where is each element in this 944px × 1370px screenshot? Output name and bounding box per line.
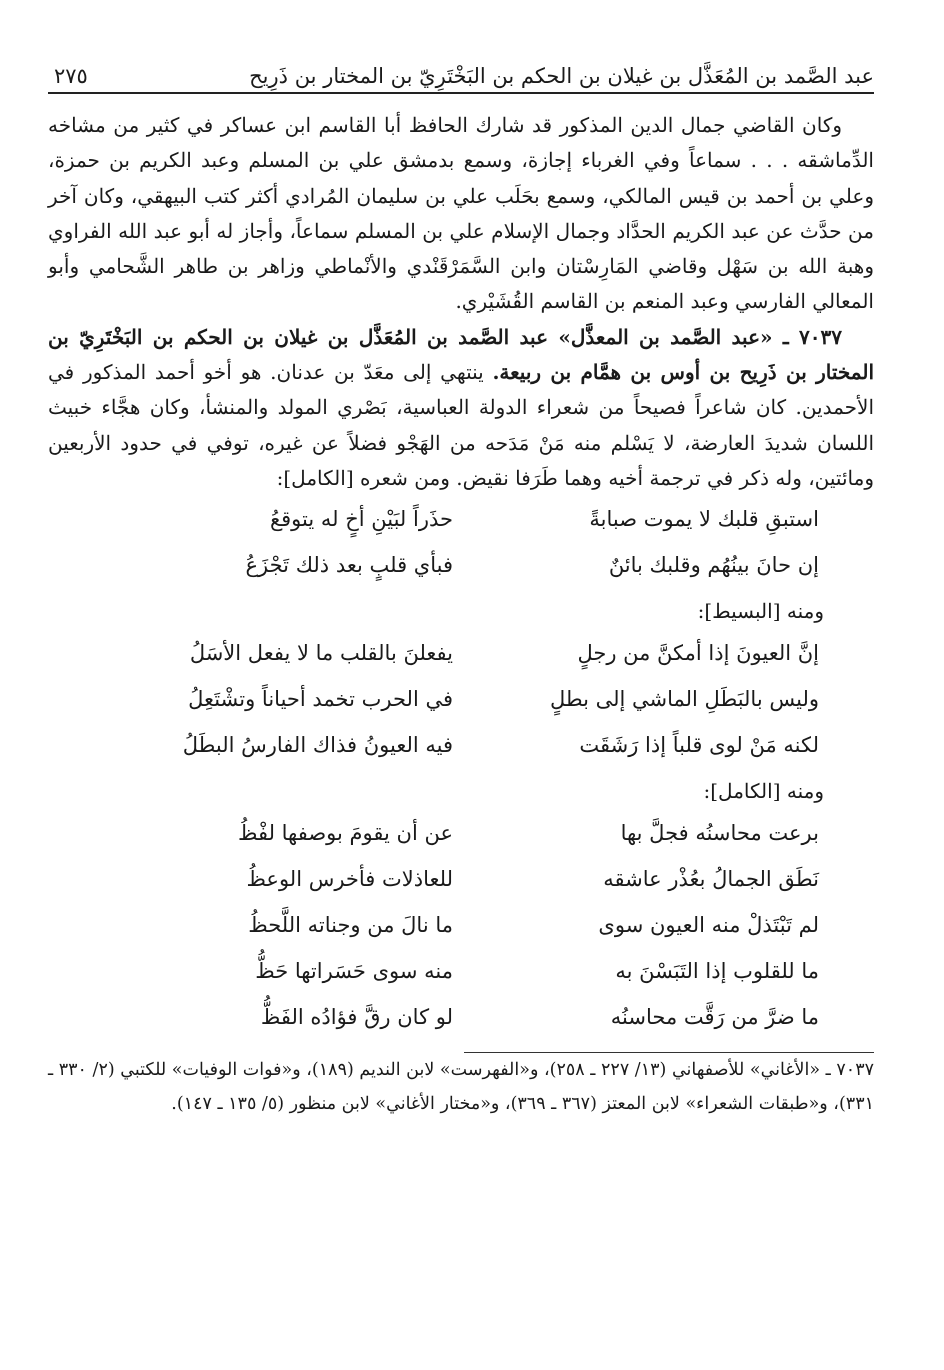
verse-second-hemistich: فبأي قلبٍ بعد ذلك تَجْزَعُ [245,553,453,578]
poem-kamil-2 [48,810,874,1040]
verse-first-hemistich: ما للقلوب إذا التَبَسْنَ به [615,959,819,984]
verse-line [48,630,874,676]
verse-first-hemistich: إنَّ العيونَ إذا أمكنَّ من رجلٍ [577,641,819,666]
verse-line [48,722,874,768]
page-number: ٢٧٥ [54,64,88,88]
verse-line [48,902,874,948]
verse-line [48,994,874,1040]
verse-first-hemistich: وليس بالبَطَلِ الماشي إلى بطلٍ [549,687,819,712]
verse-first-hemistich: إن حانَ بينُهُم وقلبك بائنٌ [608,553,819,578]
verse-second-hemistich: يفعلنَ بالقلب ما لا يفعل الأسَلُ [189,641,453,666]
poem-kamil-1 [48,496,874,588]
verse-line [48,676,874,722]
poem-basit [48,630,874,768]
verse-second-hemistich: للعاذلات فأخرس الوعظُ [246,867,453,892]
verse-first-hemistich: ما ضرَّ من رَقَّت محاسنُه [610,1005,819,1030]
running-title: عبد الصَّمد بن المُعَذَّل بن غيلان بن الحكم بن البَخْتَرِيّ بن المختار بن ذَرِيح [249,64,874,88]
verse-second-hemistich: حذَراً لبَيْنِ أخٍ له يتوقعُ [269,507,453,532]
verse-line [48,496,874,542]
verse-second-hemistich: فيه العيونُ فذاك الفارسُ البطَلُ [182,733,453,758]
verse-first-hemistich: لكنه مَنْ لوى قلباً إذا رَشَقَت [579,733,819,758]
poem-intro-kamil: ومنه [الكامل]: [703,779,824,804]
entry-heading: ٧٠٣٧ ـ «عبد الصَّمد بن المعذَّل» عبد الصَّمد بن المُعَذَّل بن غيلان بن الحكم بن البَخْتَرِيّ بن المختار بن ذَرِيح بن أوس بن همَّام بن ربيعة. [48,324,875,385]
verse-line [48,856,874,902]
entry-paragraph [48,320,874,496]
page-header [48,50,874,94]
verse-second-hemistich: ما نالَ من وجناته اللَّحظُ [248,913,453,938]
verse-first-hemistich: برعت محاسنُه فجلَّ بها [620,821,819,846]
verse-first-hemistich: نَطَق الجمالُ بعُذْر عاشقه [603,867,819,892]
verse-first-hemistich: استبقِ قلبك لا يموت صبابةً [589,507,819,532]
verse-second-hemistich: عن أن يقومَ بوصفها لفْظُ [238,821,453,846]
verse-second-hemistich: في الحرب تخمد أحياناً وتشْتَعِلُ [188,687,453,712]
verse-first-hemistich: لم تَبْتَذلْ منه العيون سوى [598,913,819,938]
entry-text: ينتهي إلى معَدّ بن عدنان. هو أخو أحمد المذكور في الأحمدين. كان شاعراً فصيحاً من شعراء الدولة العباسية، بَصْري المولد والمنشأ، وكان هجَّاء خبيث اللسان شديدَ العارضة، لا يَسْلم منه مَنْ مَدَحه من الهَجْو فضلاً عن غيره، توفي في حدود الأربعين ومائتين، وله ذكر في ترجمة أخيه وهما طَرَفا نقيض. ومن شعره [الكامل]: [48,360,875,490]
verse-line [48,810,874,856]
verse-line [48,542,874,588]
page-content [48,108,874,1121]
paragraph-biography: وكان القاضي جمال الدين المذكور قد شارك الحافظ أبا القاسم ابن عساكر في كثير من مشاخه الدِّماشقه . . . سماعاً وفي الغرباء إجازة، وسمع بدمشق علي بن المسلم وعبد الكريم بن حمزة، وعلي بن أحمد بن قيس المالكي، وسمع بحَلَب علي بن سليمان المُرادي أكثر كتب البيهقي، وكان آخر من حدَّث عن عبد الكريم الحدَّاد وجمال الإسلام علي بن المسلم سماعاً، وأجاز له أبو عبد الله الفراوي وهبة الله بن سَهْل وقاضي المَارِسْتان وابن السَّمَرْقَنْدي والأنْماطي وزاهر بن طاهر الشَّحامي وأبو المعالي الفارسي وعبد المنعم بن القاسم القُشَيْري. [48,113,874,314]
book-page [48,50,874,1340]
verse-line [48,948,874,994]
poem-intro-basit: ومنه [البسيط]: [697,599,824,624]
verse-second-hemistich: لو كان رقَّ فؤادُه الفَظُّ [260,1005,453,1030]
verse-second-hemistich: منه سوى حَسَراتها حَظُّ [255,959,453,984]
footnote-text: ٧٠٣٧ ـ «الأغاني» للأصفهاني (١٣/ ٢٢٧ ـ ٢٥٨)، و«الفهرست» لابن النديم (١٨٩)، و«فوات الوفيات» للكتبي (٢/ ٣٣٠ ـ ٣٣١)، و«طبقات الشعراء» لابن المعتز (٣٦٧ ـ ٣٦٩)، و«مختار الأغاني» لابن منظور (٥/ ١٣٥ ـ ١٤٧). [48,1060,875,1115]
